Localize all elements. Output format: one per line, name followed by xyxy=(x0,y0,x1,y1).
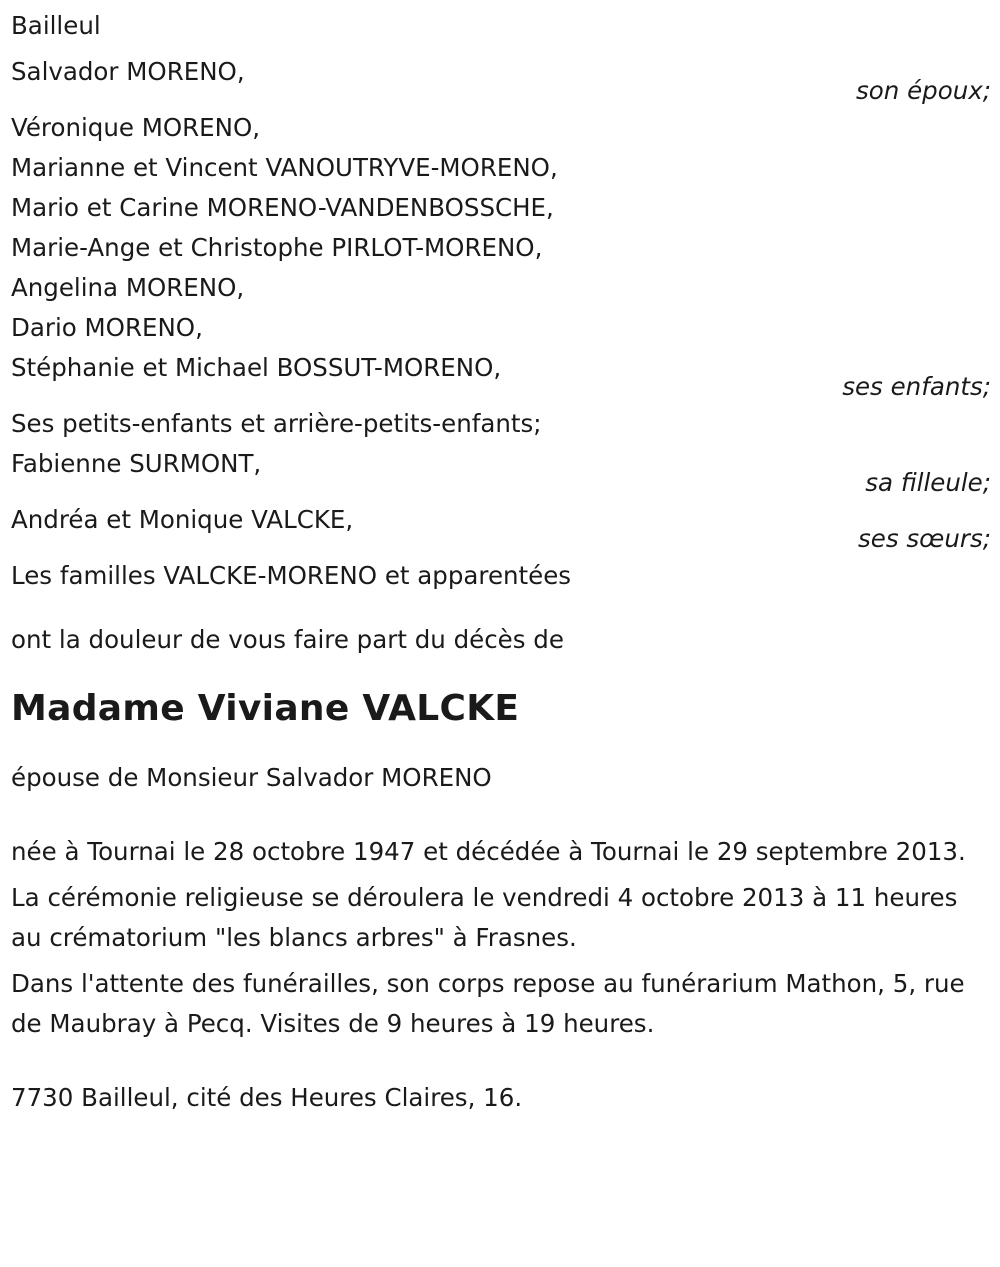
child-name: Stéphanie et Michael BOSSUT-MORENO, xyxy=(11,353,502,382)
child-name: Mario et Carine MORENO-VANDENBOSSCHE, xyxy=(11,193,554,222)
role-children: ses enfants; xyxy=(842,372,991,401)
spouse-name: Salvador MORENO, xyxy=(11,57,245,86)
obituary-page xyxy=(11,6,991,1118)
visitation-text: Dans l'attente des funérailles, son corps repose au funérarium Mathon, 5, rue de Maubray à Pecq. Visites de 9 heures à 19 heures. xyxy=(11,969,965,1038)
child-name: Dario MORENO, xyxy=(11,313,203,342)
grandchildren-line: Ses petits-enfants et arrière-petits-enfants; xyxy=(11,409,542,438)
goddaughter-name: Fabienne SURMONT, xyxy=(11,449,262,478)
address-line: 7730 Bailleul, cité des Heures Claires, 16. xyxy=(11,1083,523,1112)
families-line: Les familles VALCKE-MORENO et apparentées xyxy=(11,561,572,590)
role-spouse: son époux; xyxy=(856,76,991,105)
child-name: Véronique MORENO, xyxy=(11,113,261,142)
child-name: Marianne et Vincent VANOUTRYVE-MORENO, xyxy=(11,153,558,182)
ceremony-text: La cérémonie religieuse se déroulera le vendredi 4 octobre 2013 à 11 heures au crématorium "les blancs arbres" à Frasnes. xyxy=(11,883,958,952)
sisters-name: Andréa et Monique VALCKE, xyxy=(11,505,354,534)
city-heading: Bailleul xyxy=(11,11,101,40)
role-sisters: ses sœurs; xyxy=(858,524,991,553)
child-name: Angelina MORENO, xyxy=(11,273,245,302)
spouse-line: épouse de Monsieur Salvador MORENO xyxy=(11,763,492,792)
child-name: Marie-Ange et Christophe PIRLOT-MORENO, xyxy=(11,233,543,262)
role-goddaughter: sa filleule; xyxy=(865,468,991,497)
birth-death-text: née à Tournai le 28 octobre 1947 et décédée à Tournai le 29 septembre 2013. xyxy=(11,837,966,866)
announcement-text: ont la douleur de vous faire part du décès de xyxy=(11,625,564,654)
deceased-name: Madame Viviane VALCKE xyxy=(11,688,520,729)
